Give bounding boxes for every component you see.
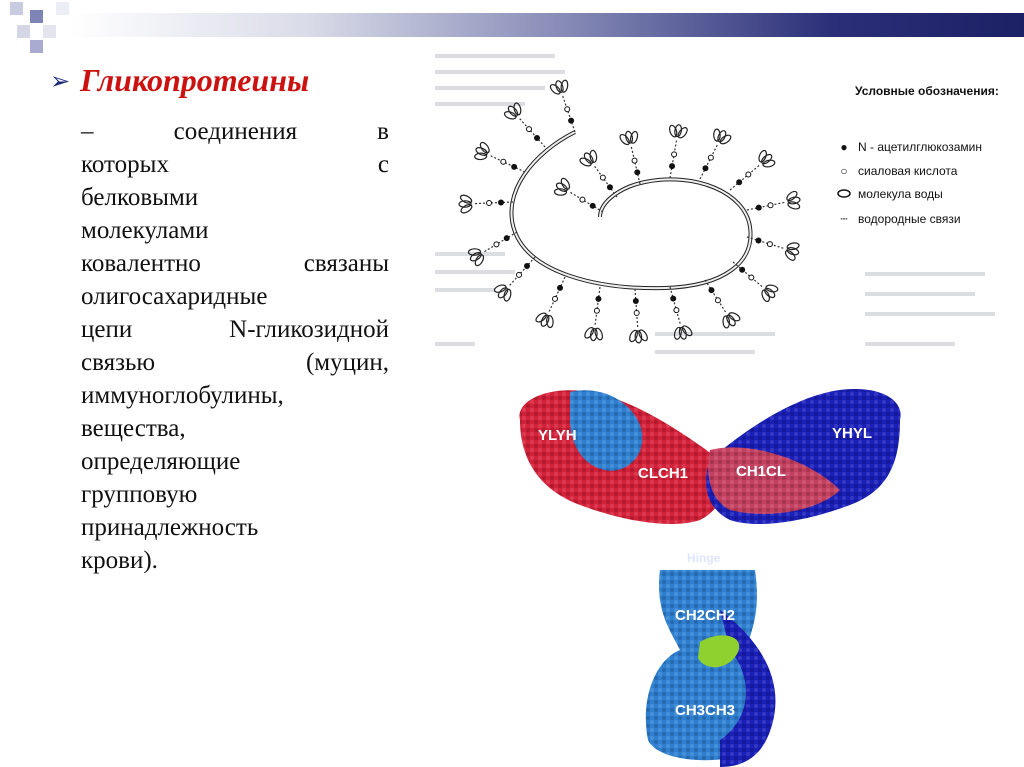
- water-molecule-ellipse: [546, 315, 553, 327]
- water-molecule-ellipse: [719, 133, 733, 145]
- definition-line: связью (муцин,: [81, 349, 389, 376]
- n-acetylglucosamine-dot: [595, 296, 601, 302]
- water-molecule-ellipse: [628, 329, 639, 343]
- sialic-acid-circle: [580, 197, 585, 202]
- sialic-acid-circle: [708, 155, 713, 160]
- sialic-acid-circle: [632, 158, 637, 163]
- n-acetylglucosamine-dot: [498, 199, 504, 205]
- definition-line: молекулами: [81, 217, 209, 244]
- n-acetylglucosamine-dot: [669, 163, 675, 169]
- n-acetylglucosamine-dot: [568, 118, 574, 124]
- definition-line: – соединения в: [81, 118, 389, 145]
- glycan-chain: [730, 149, 775, 190]
- glycan-chain: [549, 80, 575, 132]
- ellipse-icon: [836, 187, 852, 201]
- label-ch2-ch2: CH2CH2: [675, 607, 736, 624]
- label-vl-vh: YLYH: [538, 427, 577, 444]
- n-acetylglucosamine-dot: [557, 285, 563, 291]
- glycan-chain: [579, 150, 617, 197]
- glycan-chain: [504, 102, 545, 147]
- glycan-chain: [668, 124, 689, 178]
- glycan-chain: [554, 177, 603, 212]
- glycan-chain: [670, 287, 694, 340]
- sialic-acid-circle: [746, 172, 751, 177]
- label-vh-vl: YHYL: [832, 425, 873, 442]
- glycan-chain: [700, 129, 732, 179]
- label-ch1-cl: CH1CL: [736, 463, 787, 480]
- bullet-arrow-icon: ➢: [50, 66, 71, 95]
- glycan-chain: [747, 237, 800, 262]
- water-molecule-ellipse: [787, 242, 800, 251]
- glycan-chain: [474, 141, 525, 172]
- legend-item-sialic-acid: ○ сиаловая кислота: [836, 164, 957, 178]
- sialic-acid-circle: [494, 242, 499, 247]
- water-molecule-ellipse: [760, 153, 773, 166]
- sialic-acid-circle: [517, 272, 522, 277]
- definition-line: групповую: [81, 481, 198, 508]
- definition-line: которых с: [81, 151, 389, 178]
- slide-title-row: [50, 62, 309, 99]
- n-acetylglucosamine-dot: [534, 135, 540, 141]
- water-molecule-ellipse: [560, 80, 568, 93]
- sialic-acid-circle: [553, 296, 558, 301]
- legend-item-water-molecule: молекула воды: [836, 187, 943, 201]
- water-molecule-ellipse: [534, 311, 547, 323]
- definition-line: определяющие: [81, 448, 241, 475]
- sialic-acid-circle: [600, 175, 605, 180]
- glycan-chain: [468, 232, 517, 267]
- n-acetylglucosamine-dot: [708, 287, 714, 293]
- n-acetylglucosamine-dot: [634, 169, 640, 175]
- sialic-acid-circle: [487, 200, 492, 205]
- sialic-acid-circle: [634, 310, 639, 315]
- sialic-acid-circle: [674, 308, 679, 313]
- water-molecule-ellipse: [785, 190, 798, 203]
- sialic-acid-circle: [501, 159, 506, 164]
- definition-line: вещества,: [81, 415, 186, 442]
- glycan-chain: [705, 280, 741, 328]
- definition-line: принадлежность: [81, 514, 259, 541]
- n-acetylglucosamine-dot: [511, 164, 517, 170]
- water-molecule-ellipse: [618, 133, 631, 146]
- glycan-chain: [628, 289, 649, 343]
- slide-title: Гликопротеины: [80, 62, 310, 98]
- sialic-acid-circle: [767, 242, 772, 247]
- legend-item-n-acetylglucosamine: ● N - ацетилглюкозамин: [836, 140, 982, 154]
- n-acetylglucosamine-dot: [739, 267, 745, 273]
- water-molecule-ellipse: [459, 194, 473, 205]
- label-hinge: Hinge: [687, 551, 721, 565]
- definition-line: цепи N-гликозидной: [81, 316, 389, 343]
- legend-title: Условные обозначения:: [855, 84, 999, 98]
- glycan-chain: [583, 287, 604, 341]
- n-acetylglucosamine-dot: [670, 296, 676, 302]
- definition-line: олигосахаридные: [81, 283, 268, 310]
- sialic-acid-circle: [715, 298, 720, 303]
- definition-text: [81, 115, 389, 577]
- water-molecule-ellipse: [784, 249, 797, 262]
- water-molecule-ellipse: [507, 105, 520, 118]
- glycan-chain: [494, 257, 535, 302]
- glycan-chain: [459, 194, 513, 215]
- sialic-acid-circle: [768, 203, 773, 208]
- legend-item-hydrogen-bonds: ┄ водородные связи: [836, 212, 961, 226]
- n-acetylglucosamine-dot: [504, 235, 510, 241]
- sialic-acid-circle: [594, 308, 599, 313]
- water-molecule-ellipse: [474, 153, 486, 160]
- antibody-molecule-image: [510, 380, 910, 767]
- n-acetylglucosamine-dot: [736, 179, 742, 185]
- n-acetylglucosamine-dot: [590, 203, 596, 209]
- definition-line: иммуноглобулины,: [81, 382, 284, 409]
- header-gradient-bar: [70, 13, 1024, 37]
- glycan-chain: [747, 190, 801, 211]
- sialic-acid-circle: [527, 127, 532, 132]
- sialic-acid-circle: [672, 152, 677, 157]
- n-acetylglucosamine-dot: [524, 263, 530, 269]
- dotted-line-icon: ┄: [840, 212, 848, 226]
- glycan-chain: [534, 277, 565, 328]
- label-ch3-ch3: CH3CH3: [675, 702, 736, 719]
- open-circle-icon: ○: [840, 164, 848, 178]
- n-acetylglucosamine-dot: [702, 165, 708, 171]
- n-acetylglucosamine-dot: [755, 238, 761, 244]
- n-acetylglucosamine-dot: [756, 205, 762, 211]
- filled-dot-icon: ●: [840, 140, 848, 154]
- water-molecule-ellipse: [583, 326, 595, 339]
- water-molecule-ellipse: [479, 141, 491, 154]
- sialic-acid-circle: [565, 107, 570, 112]
- glycan-chain: [618, 131, 640, 184]
- n-acetylglucosamine-dot: [633, 298, 639, 304]
- definition-line: ковалентно связаны: [81, 250, 389, 277]
- glycan-chain: [733, 262, 778, 303]
- label-cl-ch1: CLCH1: [638, 465, 689, 482]
- water-molecule-ellipse: [676, 126, 688, 139]
- n-acetylglucosamine-dot: [607, 184, 613, 190]
- definition-line: белковыми: [81, 184, 199, 211]
- sialic-acid-circle: [749, 275, 754, 280]
- definition-line: крови).: [81, 547, 158, 574]
- water-molecule-ellipse: [583, 151, 595, 164]
